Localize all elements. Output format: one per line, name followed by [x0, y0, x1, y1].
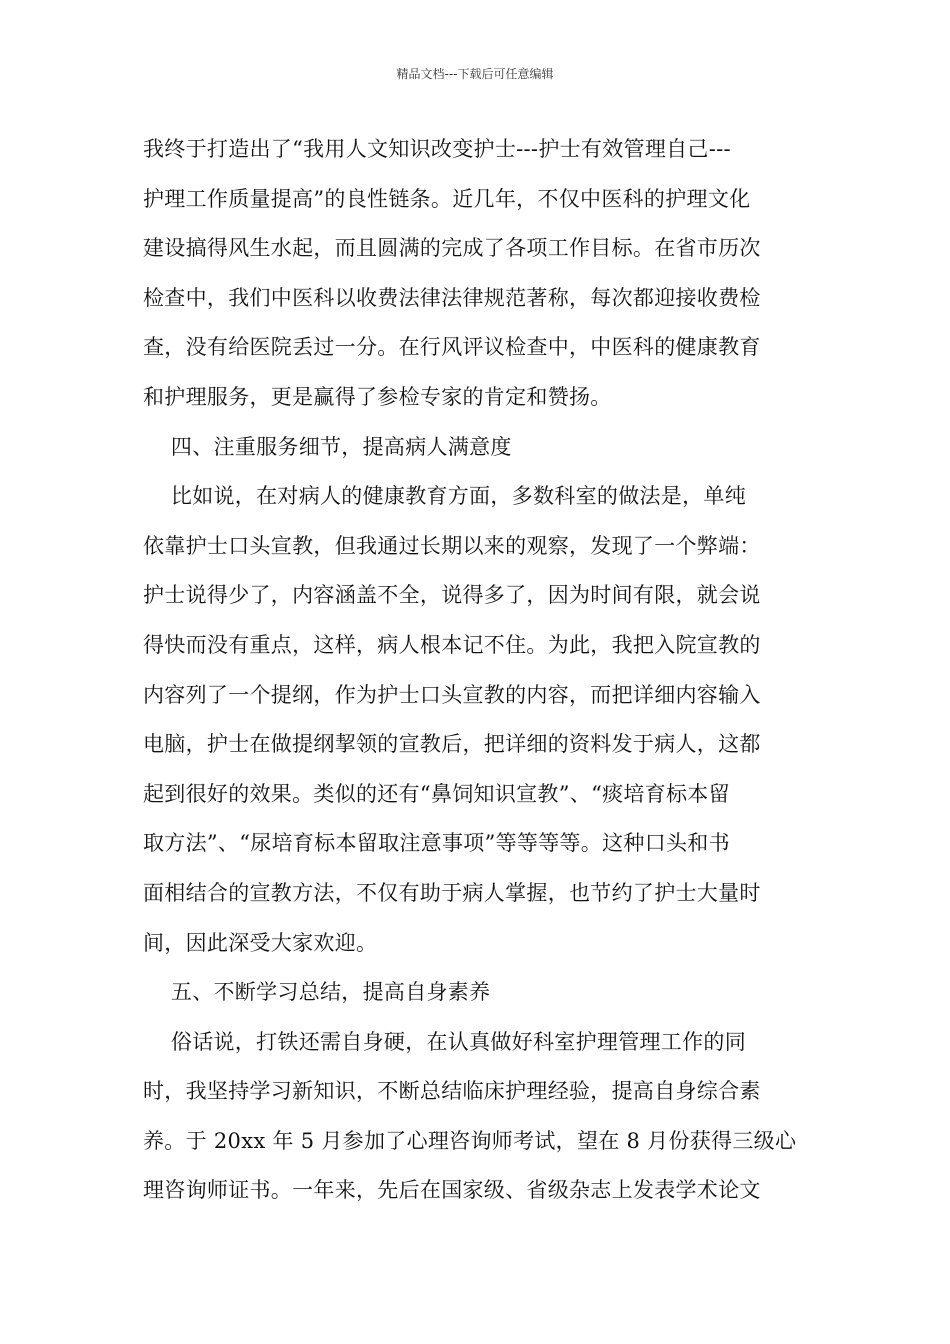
text-line: 检查中，我们中医科以收费法律法律规范著称，每次都迎接收费检	[143, 285, 761, 310]
text-line: 电脑，护士在做提纲挈领的宣教后，把详细的资料发于病人，这都	[143, 732, 761, 757]
page-header: 精品文档---下载后可任意编辑	[396, 67, 554, 81]
text-line: 建设搞得风生水起，而且圆满的完成了各项工作目标。在省市历次	[143, 236, 761, 261]
text-line: 依靠护士口头宣教，但我通过长期以来的观察，发现了一个弊端：	[143, 533, 761, 558]
text-line: 俗话说，打铁还需自身硬，在认真做好科室护理管理工作的同	[143, 1029, 746, 1054]
text-line: 查，没有给医院丢过一分。在行风评议检查中，中医科的健康教育	[143, 335, 761, 360]
text-line: 比如说，在对病人的健康教育方面，多数科室的做法是，单纯	[143, 484, 746, 509]
text-line: 养。于 20xx 年 5 月参加了心理咨询师考试，望在 8 月份获得三级心	[143, 1128, 797, 1153]
text-line: 取方法”、“尿培育标本留取注意事项”等等等等。这种口头和书	[143, 831, 730, 856]
text-line: 护理工作质量提高”的良性链条。近几年，不仅中医科的护理文化	[143, 186, 751, 211]
document-body	[143, 125, 808, 1216]
text-line: 理咨询师证书。一年来，先后在国家级、省级杂志上发表学术论文	[143, 1178, 761, 1203]
text-line: 我终于打造出了“我用人文知识改变护士---护士有效管理自己---	[143, 137, 731, 161]
text-line: 得快而没有重点，这样，病人根本记不住。为此，我把入院宣教的	[143, 632, 761, 657]
text-line: 内容列了一个提纲，作为护士口头宣教的内容，而把详细内容输入	[143, 682, 761, 707]
text-line: 间，因此深受大家欢迎。	[143, 930, 378, 955]
text-line: 四、注重服务细节，提高病人满意度	[143, 434, 512, 459]
text-line: 五、不断学习总结，提高自身素养	[143, 980, 491, 1005]
text-line: 和护理服务，更是赢得了参检专家的肯定和赞扬。	[143, 384, 612, 409]
text-line: 面相结合的宣教方法，不仅有助于病人掌握，也节约了护士大量时	[143, 880, 761, 905]
text-line: 时，我坚持学习新知识，不断总结临床护理经验，提高自身综合素	[143, 1079, 761, 1104]
text-line: 起到很好的效果。类似的还有“鼻饲知识宣教”、“痰培育标本留	[143, 781, 730, 806]
text-line: 护士说得少了，内容涵盖不全，说得多了，因为时间有限，就会说	[143, 583, 761, 608]
